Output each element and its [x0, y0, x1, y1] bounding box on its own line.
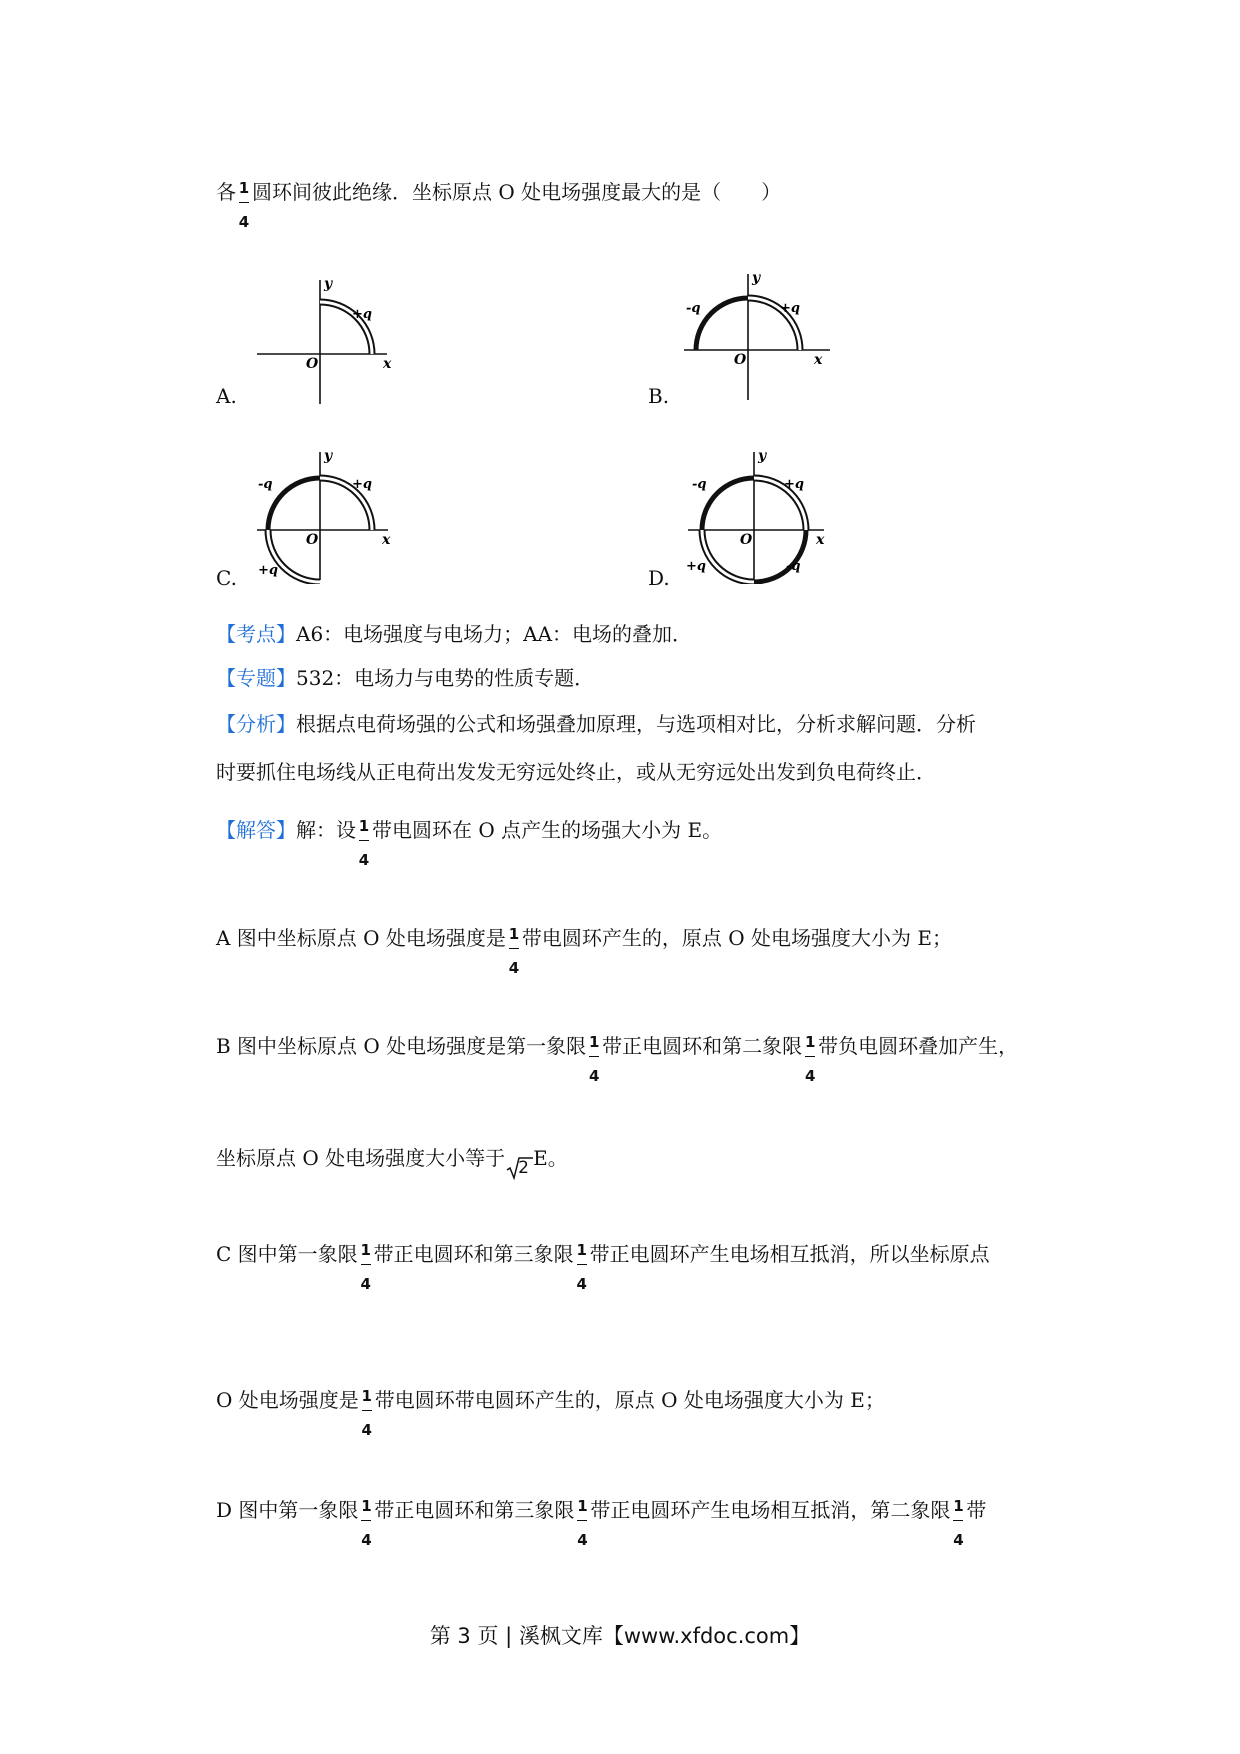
fraction-one-quarter: $\frac{1}{4}$: [577, 1497, 588, 1549]
origin-label: O: [734, 352, 747, 368]
solution-d1-mid2: 带正电圆环产生电场相互抵消，第二象限: [590, 1498, 951, 1522]
solution-d-1: [216, 1496, 987, 1549]
charge-label: +q: [784, 477, 804, 492]
option-b: B.: [648, 384, 670, 408]
solution-c-1: [216, 1240, 990, 1293]
fenxi-text: 根据点电荷场强的公式和场强叠加原理，与选项相对比，分析求解问题．分析: [296, 712, 976, 736]
solution-a-post: 带电圆环产生的，原点 O 处电场强度大小为 E；: [521, 926, 952, 950]
jieda-line: [216, 816, 723, 869]
fraction-one-quarter: $\frac{1}{4}$: [804, 1033, 816, 1085]
solution-b-2: [216, 1144, 568, 1178]
y-axis-label: y: [758, 448, 767, 464]
solution-c2-pre: O 处电场强度是: [216, 1388, 359, 1412]
option-a: A.: [216, 384, 237, 408]
solution-d1-mid: 带正电圆环和第三象限: [374, 1498, 575, 1522]
charge-label: +q: [352, 477, 372, 492]
x-axis-label: x: [382, 532, 391, 548]
fraction-one-quarter: $\frac{1}{4}$: [238, 179, 250, 231]
question-text-pre: 各: [216, 180, 236, 204]
question-text-post: 圆环间彼此绝缘．坐标原点 O 处电场强度最大的是（ ）: [252, 180, 782, 204]
fraction-one-quarter: $\frac{1}{4}$: [361, 1387, 372, 1439]
option-c: C.: [216, 566, 237, 590]
charge-label: -q: [686, 301, 701, 316]
y-axis-label: y: [324, 276, 333, 292]
charge-label: -q: [692, 477, 707, 492]
charge-label: +q: [352, 307, 372, 322]
zhuanti-line: [216, 664, 594, 692]
charge-label: +q: [780, 301, 800, 316]
solution-c1-pre: C 图中第一象限: [216, 1242, 358, 1266]
fenxi-line: [216, 710, 976, 738]
option-d: D.: [648, 566, 670, 590]
kaodian-text: A6：电场强度与电场力；AA：电场的叠加．: [296, 622, 693, 646]
solution-d1-post: 带: [966, 1498, 987, 1522]
figure-c: [252, 444, 402, 584]
fraction-one-quarter: $\frac{1}{4}$: [953, 1497, 964, 1549]
solution-d1-pre: D 图中第一象限: [216, 1498, 359, 1522]
page-footer: 第 3 页 | 溪枫文库【www.xfdoc.com】: [429, 1624, 811, 1648]
jieda-text-pre: 解：设: [296, 818, 356, 842]
fraction-one-quarter: $\frac{1}{4}$: [360, 1241, 371, 1293]
figure-a: [252, 272, 402, 412]
fraction-one-quarter: $\frac{1}{4}$: [358, 817, 370, 869]
solution-c2-post: 带电圆环带电圆环产生的，原点 O 处电场强度大小为 E；: [374, 1388, 885, 1412]
solution-b-1: [216, 1032, 1019, 1085]
question-line: [216, 178, 782, 231]
fraction-one-quarter: $\frac{1}{4}$: [508, 925, 520, 977]
kaodian-line: [216, 620, 692, 648]
solution-b1-mid: 带正电圆环和第二象限: [602, 1034, 803, 1058]
origin-label: O: [740, 532, 753, 548]
solution-a: [216, 924, 952, 977]
solution-a-pre: A 图中坐标原点 O 处电场强度是: [216, 926, 506, 950]
y-axis-label: y: [752, 270, 761, 286]
fenxi-line-2: [216, 758, 936, 786]
fraction-one-quarter: $\frac{1}{4}$: [361, 1497, 372, 1549]
sqrt-two: 2: [505, 1144, 533, 1172]
jieda-text-post: 带电圆环在 O 点产生的场强大小为 E。: [372, 818, 723, 842]
kaodian-tag: 【考点】: [216, 622, 296, 646]
figure-b: [672, 268, 842, 408]
x-axis-label: x: [816, 532, 825, 548]
zhuanti-text: 532：电场力与电势的性质专题．: [296, 666, 595, 690]
charge-label: -q: [258, 477, 273, 492]
y-axis-label: y: [324, 448, 333, 464]
charge-label: +q: [258, 563, 278, 578]
x-axis-label: x: [814, 352, 823, 368]
fenxi-text-2: 时要抓住电场线从正电荷出发发无穷远处终止，或从无穷远处出发到负电荷终止．: [216, 760, 936, 784]
solution-c1-mid: 带正电圆环和第三象限: [373, 1242, 574, 1266]
charge-label: -q: [786, 559, 801, 574]
jieda-tag: 【解答】: [216, 818, 296, 842]
solution-b1-post: 带负电圆环叠加产生，: [818, 1034, 1019, 1058]
solution-b1-pre: B 图中坐标原点 O 处电场强度是第一象限: [216, 1034, 587, 1058]
origin-label: O: [306, 532, 319, 548]
zhuanti-tag: 【专题】: [216, 666, 296, 690]
charge-label: +q: [686, 559, 706, 574]
solution-c1-post: 带正电圆环产生电场相互抵消，所以坐标原点: [589, 1242, 990, 1266]
solution-b2-pre: 坐标原点 O 处电场强度大小等于: [216, 1146, 506, 1170]
solution-b2-post: E。: [533, 1146, 568, 1170]
fraction-one-quarter: $\frac{1}{4}$: [576, 1241, 587, 1293]
x-axis-label: x: [383, 356, 392, 372]
solution-c-2: [216, 1386, 885, 1439]
fenxi-tag: 【分析】: [216, 712, 296, 736]
fraction-one-quarter: $\frac{1}{4}$: [588, 1033, 600, 1085]
origin-label: O: [306, 356, 319, 372]
figure-d: [676, 444, 836, 584]
